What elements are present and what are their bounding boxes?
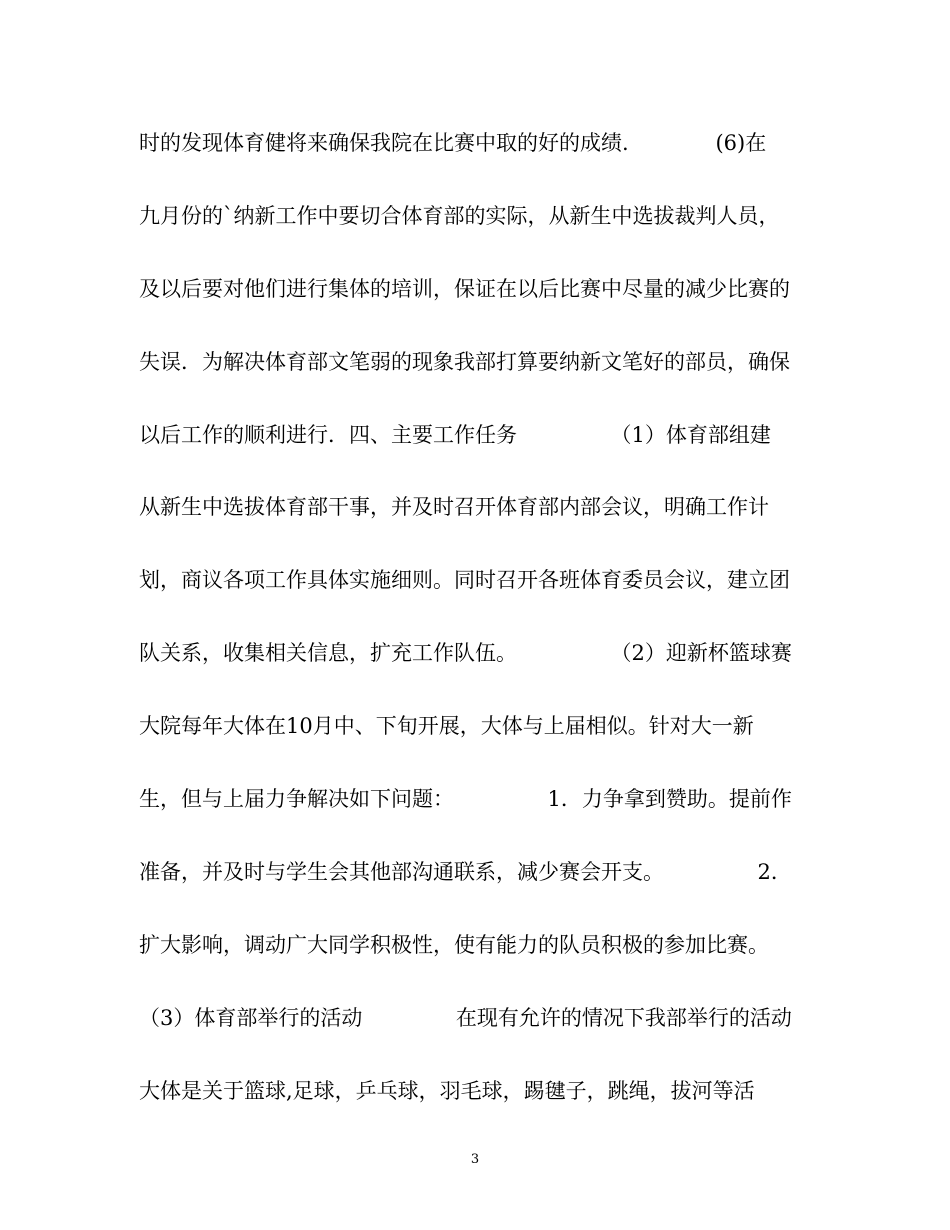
body-text-line: 大院每年大体在10月中、下旬开展，大体与上届相似。针对大一新 xyxy=(139,714,754,738)
body-text-line: 划，商议各项工作具体实施细则。同时召开各班体育委员会议，建立团 xyxy=(139,568,790,592)
body-text-line: 及以后要对他们进行集体的培训，保证在以后比赛中尽量的减少比赛的 xyxy=(139,277,790,301)
body-text-line: 时的发现体育健将来确保我院在比赛中取的好的成绩. (6)在 xyxy=(139,131,767,155)
body-text-line: （3）体育部举行的活动 在现有允许的情况下我部举行的活动 xyxy=(139,1006,792,1030)
page-number: 3 xyxy=(470,1152,480,1167)
body-text-line: 以后工作的顺利进行．四、主要工作任务 （1）体育部组建 xyxy=(139,423,771,447)
body-text-line: 从新生中选拔体育部干事，并及时召开体育部内部会议，明确工作计 xyxy=(139,495,769,519)
body-text-line: 准备，并及时与学生会其他部沟通联系，减少赛会开支。 2． xyxy=(139,860,792,884)
body-text-line: 九月份的`纳新工作中要切合体育部的实际，从新生中选拔裁判人员， xyxy=(139,204,780,228)
body-text-line: 扩大影响，调动广大同学积极性，使有能力的队员积极的参加比赛。 xyxy=(139,933,769,957)
body-text-line: 生，但与上届力争解决如下问题： 1．力争拿到赞助。提前作 xyxy=(139,787,792,811)
body-text-line: 失误．为解决体育部文笔弱的现象我部打算要纳新文笔好的部员，确保 xyxy=(139,350,790,374)
body-text-line: 大体是关于篮球,足球，乒乓球，羽毛球，踢毽子，跳绳，拔河等活 xyxy=(139,1079,755,1103)
body-text-line: 队关系，收集相关信息，扩充工作队伍。 （2）迎新杯篮球赛 xyxy=(139,641,792,665)
